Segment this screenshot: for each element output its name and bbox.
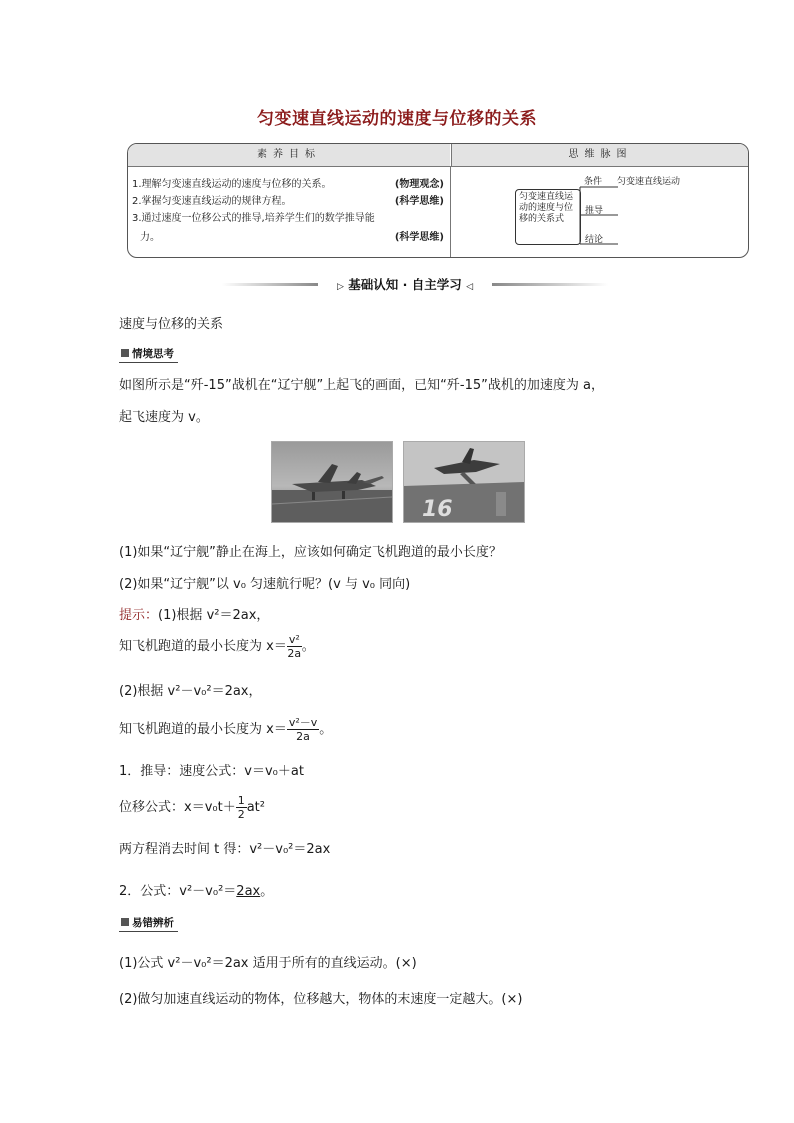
hint-line: 提示：(1)根据 v²＝2ax， [119,608,270,623]
deck-number-text: 16 [422,497,453,522]
derivation-line: 1．推导：速度公式：v＝v₀＋at [119,764,304,779]
error-item: (1)公式 v²－v₀²＝2ax 适用于所有的直线运动。(×) [119,956,417,971]
mindmap-condition-detail: 匀变速直线运动 [617,177,681,187]
goal-item: 1.理解匀变速直线运动的速度与位移的关系。 (物理观念) [132,179,444,190]
scenario-text: 如图所示是“歼-15”战机在“辽宁舰”上起飞的画面，已知“歼-15”战机的加速度为 a， [119,378,604,393]
question-1: (1)如果“辽宁舰”静止在海上，应该如何确定飞机跑道的最小长度？ [119,545,502,560]
scenario-text: 起飞速度为 v。 [119,410,209,425]
jet-on-deck-photo [271,441,393,523]
scenario-badge: 情境思考 [119,345,178,363]
derivation-line: 位移公式：x＝v₀t＋ $\frac{1}{2}$ at² [119,794,265,821]
goal-item: 2.掌握匀变速直线运动的规律方程。 (科学思维) [132,196,444,207]
mindmap-branch-conclusion: 结论 [585,235,604,245]
hint-line: 知飞机跑道的最小长度为 x＝ $\frac{\text{v²}}{2a}$ 。 [119,633,315,660]
triangle-right-icon: ▷ [336,282,344,292]
page-title: 匀变速直线运动的速度与位移的关系 [257,109,537,129]
hint-line: (2)根据 v²－v₀²＝2ax， [119,684,262,699]
goals-box [127,143,749,258]
heading-bar-left [222,283,318,286]
mindmap-branch-derivation: 推导 [585,206,604,216]
formula-line: 2．公式：v²－v₀²＝2ax。 [119,884,274,899]
heading-bar-right [492,283,608,286]
goal-item: 3.通过速度一位移公式的推导,培养学生们的数学推导能 [132,213,375,224]
error-item: (2)做匀加速直线运动的物体，位移越大，物体的末速度一定越大。(×) [119,992,523,1007]
goals-header: 素养目标 [128,144,450,167]
mindmap-branch-condition: 条件 [584,177,603,187]
triangle-left-icon: ◁ [466,282,473,292]
section-heading-label: ▷ 基础认知 · 自主学习 ◁ [336,277,473,292]
hint-line: 知飞机跑道的最小长度为 x＝ $\frac{\text{v²－v}}{2a}$ 。 [119,716,333,743]
errors-badge: 易错辨析 [119,914,178,932]
jet-takeoff-photo [403,441,525,523]
mindmap-header: 思维脉图 [451,144,749,167]
question-2: (2)如果“辽宁舰”以 v₀ 匀速航行呢？(v 与 v₀ 同向) [119,577,411,592]
mindmap-main-node: 匀变速直线运动的速度与位移的关系式 [515,189,581,245]
square-bullet-icon [121,349,129,357]
square-bullet-icon [121,918,129,926]
box-divider [450,166,451,257]
topic-heading: 速度与位移的关系 [119,317,224,332]
derivation-line: 两方程消去时间 t 得：v²－v₀²＝2ax [119,842,331,857]
formula-answer: 2ax [236,884,261,899]
hint-label: 提示： [119,608,159,623]
goal-item: 力。 (科学思维) [140,232,444,243]
section-heading [222,277,608,291]
